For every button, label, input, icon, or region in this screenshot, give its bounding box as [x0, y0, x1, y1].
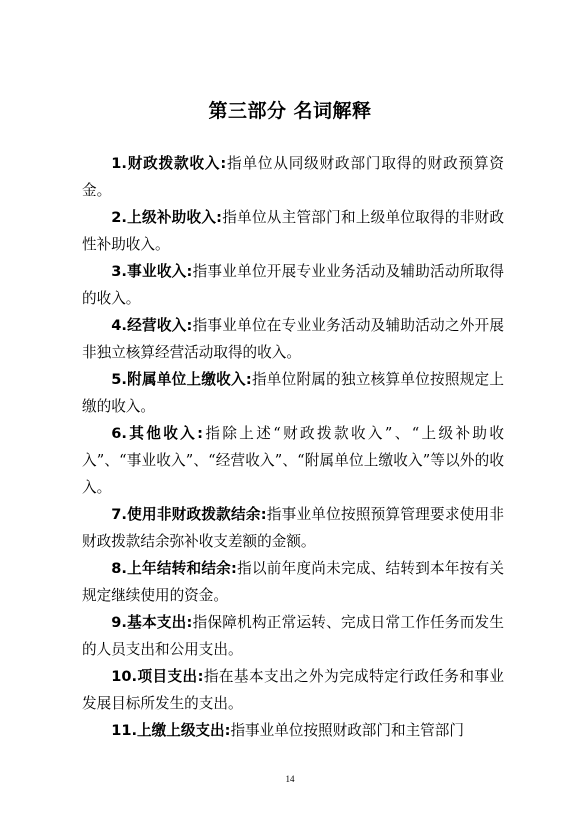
- term-item: [82, 312, 504, 366]
- term-heading: 3.事业收入:: [111, 263, 193, 280]
- term-item: [82, 204, 504, 258]
- term-definition: 指事业单位开展专业业务活动及辅助活动所取得的收入。: [82, 263, 504, 307]
- term-definition: 指以前年度尚未完成、结转到本年按有关规定继续使用的资金。: [82, 560, 504, 604]
- term-definition: 指事业单位在专业业务活动及辅助活动之外开展非独立核算经营活动取得的收入。: [82, 317, 504, 361]
- term-heading: 4.经营收入:: [111, 317, 193, 334]
- term-item: [82, 258, 504, 312]
- term-definition: 指事业单位按照预算管理要求使用非财政拨款结余弥补收支差额的金额。: [82, 506, 504, 550]
- term-definition: 指单位附属的独立核算单位按照规定上缴的收入。: [82, 371, 504, 415]
- page-number: 14: [285, 774, 295, 784]
- term-definition: 指事业单位按照财政部门和主管部门: [230, 722, 464, 739]
- term-item: [82, 555, 504, 609]
- term-item: [82, 663, 504, 717]
- term-heading: 8.上年结转和结余:: [111, 560, 237, 577]
- term-definition: 指保障机构正常运转、完成日常工作任务而发生的人员支出和公用支出。: [82, 614, 504, 658]
- term-definition: 指除上述“财政拨款收入”、“上级补助收入”、“事业收入”、“经营收入”、“附属单位上缴收入”等以外的收入。: [82, 425, 504, 496]
- term-heading: 1.财政拨款收入:: [111, 155, 227, 172]
- term-definition: 指在基本支出之外为完成特定行政任务和事业发展目标所发生的支出。: [82, 668, 504, 712]
- term-list: [82, 150, 504, 744]
- term-item: [82, 717, 504, 744]
- term-item: [82, 366, 504, 420]
- term-definition: 指单位从同级财政部门取得的财政预算资金。: [82, 155, 504, 199]
- term-heading: 7.使用非财政拨款结余:: [111, 506, 267, 523]
- term-item: [82, 150, 504, 204]
- term-heading: 2.上级补助收入:: [111, 209, 223, 226]
- term-item: [82, 501, 504, 555]
- term-definition: 指单位从主管部门和上级单位取得的非财政性补助收入。: [82, 209, 504, 253]
- term-heading: 10.项目支出:: [111, 668, 204, 685]
- term-heading: 11.上缴上级支出:: [111, 722, 231, 739]
- term-heading: 6.其他收入:: [111, 425, 203, 442]
- term-item: [82, 609, 504, 663]
- term-item: [82, 420, 504, 501]
- page-title: 第三部分 名词解释: [208, 100, 372, 122]
- term-heading: 9.基本支出:: [111, 614, 193, 631]
- term-heading: 5.附属单位上缴收入:: [111, 371, 252, 388]
